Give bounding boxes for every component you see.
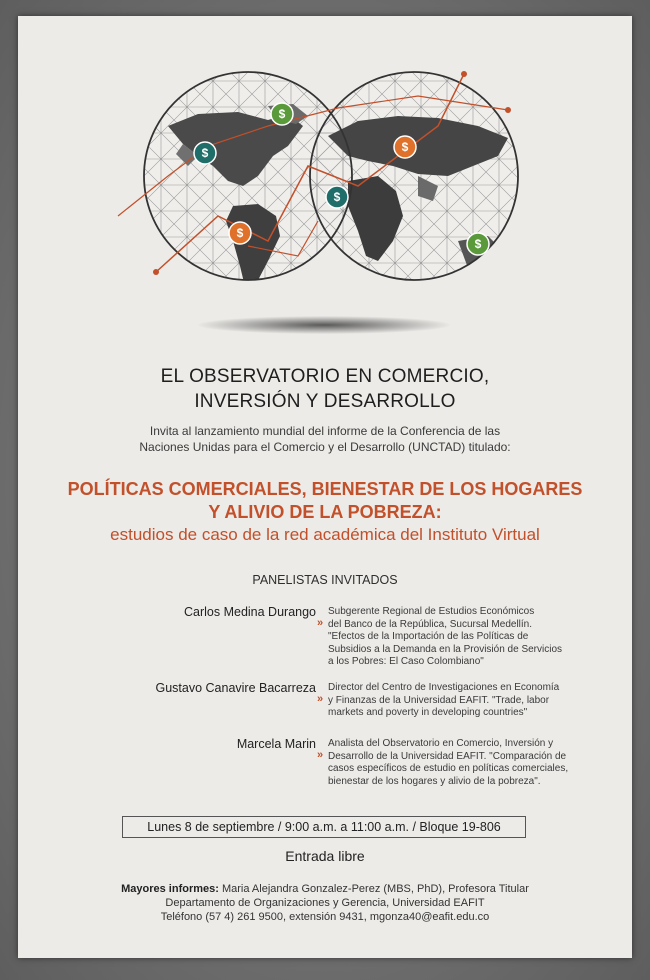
organizer-title-line: EL OBSERVATORIO EN COMERCIO, bbox=[160, 366, 490, 387]
svg-text:$: $ bbox=[401, 140, 409, 154]
svg-text:$: $ bbox=[333, 190, 341, 204]
svg-text:$: $ bbox=[474, 237, 482, 251]
report-title-line: Y ALIVIO DE LA POBREZA: bbox=[208, 502, 442, 522]
panelist-name: Carlos Medina Durango bbox=[183, 605, 316, 619]
arrow-icon: » bbox=[317, 749, 324, 761]
svg-text:$: $ bbox=[236, 226, 244, 240]
report-title bbox=[18, 478, 632, 524]
panelist-description bbox=[328, 738, 603, 788]
arrow-icon: » bbox=[317, 617, 324, 629]
dollar-coin-icon bbox=[394, 136, 416, 158]
contact-line: Departamento de Organizaciones y Gerencia, Universidad EAFIT bbox=[165, 897, 485, 909]
contact-line: Teléfono (57 4) 261 9500, extensión 9431, mgonza40@eafit.edu.co bbox=[160, 911, 490, 923]
panelist-description bbox=[328, 606, 603, 669]
dollar-coin-icon bbox=[467, 233, 489, 255]
description-line: del Banco de la República, Sucursal Medellín. bbox=[328, 618, 533, 630]
organizer-title bbox=[18, 364, 632, 414]
invitation-text bbox=[18, 423, 632, 455]
dollar-coin-icon bbox=[194, 142, 216, 164]
dollar-coin-icon bbox=[326, 186, 348, 208]
svg-text:$: $ bbox=[201, 146, 209, 160]
contact-person: Maria Alejandra Gonzalez-Perez (MBS, PhD), Profesora Titular bbox=[218, 883, 529, 895]
description-line: markets and poverty in developing countries" bbox=[328, 707, 528, 718]
panelist-name: Marcela Marin bbox=[236, 737, 316, 751]
description-line: y Finanzas de la Universidad EAFIT. "Trade, labor bbox=[328, 694, 550, 706]
description-line: Subsidios a la Demanda en la Provisión de Servicios bbox=[328, 643, 563, 655]
description-line: Analista del Observatorio en Comercio, Inversión y bbox=[328, 738, 554, 749]
contact-label: Mayores informes: bbox=[121, 883, 219, 895]
description-line: "Efectos de la Importación de las Políticas de bbox=[328, 631, 529, 642]
dollar-coin-icon bbox=[229, 222, 251, 244]
world-map-illustration bbox=[18, 16, 632, 346]
description-line: a los Pobres: El Caso Colombiano" bbox=[328, 656, 484, 667]
organizer-title-line: INVERSIÓN Y DESARROLLO bbox=[194, 391, 456, 412]
globe-shadow bbox=[198, 316, 450, 334]
contact-info bbox=[18, 882, 632, 924]
description-line: Subgerente Regional de Estudios Económicos bbox=[328, 606, 535, 617]
event-date-box: Lunes 8 de septiembre / 9:00 a.m. a 11:00 a.m. / Bloque 19-806 bbox=[122, 816, 526, 838]
invitation-line: Invita al lanzamiento mundial del informe de la Conferencia de las bbox=[149, 424, 501, 438]
free-entry-text: Entrada libre bbox=[285, 848, 365, 864]
svg-text:$: $ bbox=[278, 107, 286, 121]
description-line: Desarrollo de la Universidad EAFIT. "Comparación de bbox=[328, 750, 567, 762]
report-title-line: POLÍTICAS COMERCIALES, BIENESTAR DE LOS HOGARES bbox=[67, 479, 583, 499]
arrow-icon: » bbox=[317, 693, 324, 705]
contact-line bbox=[18, 882, 632, 896]
panelists-heading: PANELISTAS INVITADOS bbox=[252, 573, 398, 587]
currency-markers bbox=[18, 16, 632, 346]
description-line: bienestar de los hogares y alivio de la pobreza". bbox=[328, 775, 541, 787]
panelist-name: Gustavo Canavire Bacarreza bbox=[155, 681, 316, 695]
dollar-coin-icon bbox=[271, 103, 293, 125]
description-line: Director del Centro de Investigaciones en Economía bbox=[328, 682, 560, 693]
description-line: casos específicos de estudio en políticas comerciales, bbox=[328, 763, 569, 774]
panelist-description bbox=[328, 682, 603, 720]
poster bbox=[18, 16, 632, 958]
invitation-line: Naciones Unidas para el Comercio y el Desarrollo (UNCTAD) titulado: bbox=[139, 440, 511, 454]
report-subtitle: estudios de caso de la red académica del Instituto Virtual bbox=[110, 525, 540, 544]
